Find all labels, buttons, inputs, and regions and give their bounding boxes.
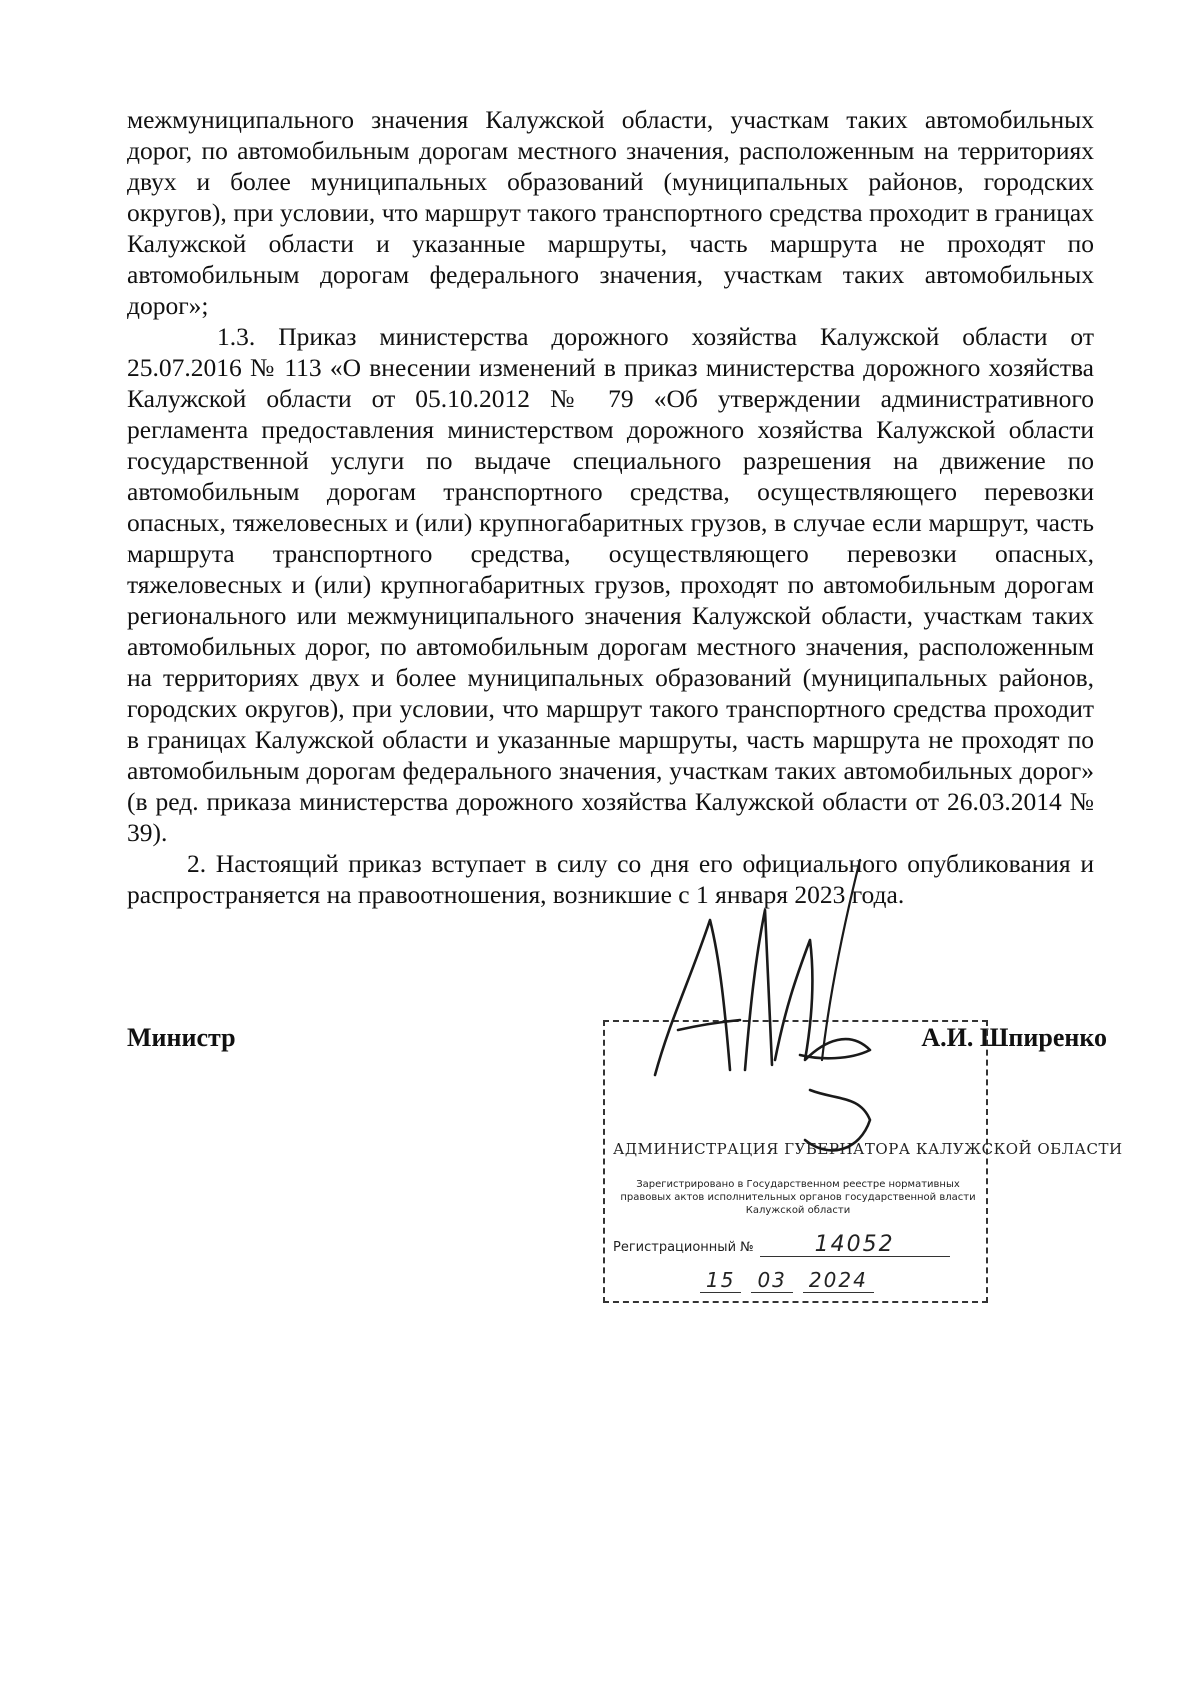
stamp-reg-label: Регистрационный № [613, 1240, 754, 1255]
minister-title: Министр [127, 1023, 236, 1052]
document-body [127, 104, 1094, 910]
stamp-reg-number: 14052 [760, 1234, 950, 1257]
stamp-date-year: 2024 [803, 1268, 874, 1293]
paragraph-item-2: 2. Настоящий приказ вступает в силу со дня его официального опубликования и распространяется на правоотношения, возникшие с 1 января 2023 года. [127, 849, 1094, 909]
paragraph-item-1-3: 1.3. Приказ министерства дорожного хозяйства Калужской области от 25.07.2016 № 113 «О внесении изменений в приказ министерства дорожного хозяйства Калужской области от 05.10.2012 № 79 «Об утверждении административного регламента предоставления министерством дорожного хозяйства Калужской области государственной услуги по выдаче специального разрешения на движение по автомобильным дорогам транспортного средства, осуществляющего перевозки опасных, тяжеловесных и (или) крупногабаритных грузов, в случае если маршрут, часть маршрута транспортного средства, осуществляющего перевозки опасных, тяжеловесных и (или) крупногабаритных грузов, проходят по автомобильным дорогам регионального или межмуниципального значения Калужской области, участкам таких автомобильных дорог, по автомобильным дорогам местного значения, расположенным на территориях двух и более муниципальных образований (муниципальных районов, городских округов), при условии, что маршрут такого транспортного средства проходит в границах Калужской области и указанные маршруты, часть маршрута не проходят по автомобильным дорогам федерального значения, участкам таких автомобильных дорог» (в ред. приказа министерства дорожного хозяйства Калужской области от 26.03.2014 № 39). [127, 322, 1094, 847]
stamp-date-day: 15 [700, 1268, 741, 1293]
stamp-date [700, 1268, 950, 1293]
handwritten-signature [560, 860, 1123, 1220]
stamp-title: АДМИНИСТРАЦИЯ ГУБЕРНАТОРА КАЛУЖСКОЙ ОБЛАСТИ [613, 1140, 1123, 1158]
stamp-date-month: 03 [751, 1268, 792, 1293]
minister-name: А.И. Шпиренко [921, 1023, 1107, 1052]
stamp-description: Зарегистрировано в Государственном реестре нормативных правовых актов исполнительных органов государственной власти Калужской области [620, 1179, 976, 1216]
stamp-registration [613, 1234, 978, 1257]
paragraph-continuation: межмуниципального значения Калужской области, участкам таких автомобильных дорог, по автомобильным дорогам местного значения, расположенным на территориях двух и более муниципальных образований (муниципальных районов, городских округов), при условии, что маршрут такого транспортного средства проходит в границах Калужской области и указанные маршруты, часть маршрута не проходят по автомобильным дорогам федерального значения, участкам таких автомобильных дорог»; [127, 105, 1094, 320]
